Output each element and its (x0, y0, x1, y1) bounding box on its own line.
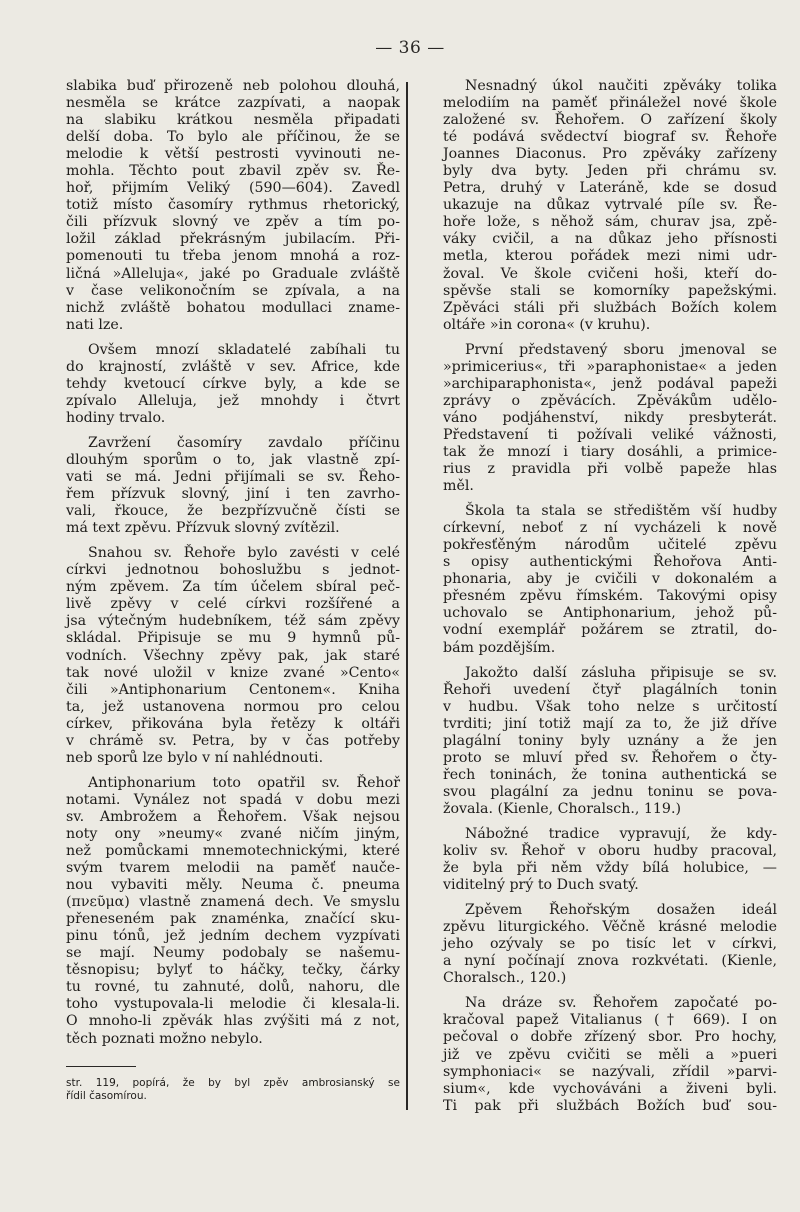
paragraph (443, 342, 777, 495)
text-line: tak nové uložil v knize zvané »Cento« (66, 664, 400, 681)
text-line: vati se má. Jedni přijímali se sv. Řeho- (66, 469, 400, 486)
text-line: Zpěvem Řehořským dosažen ideál (465, 902, 777, 919)
text-line: žoval. Ve škole cvičeni hoši, kteří do- (443, 265, 777, 282)
text-line: má text zpěvu. Přízvuk slovný zvítězil. (66, 520, 340, 537)
text-line: jeho ozývaly se po tisíc let v církvi, (443, 936, 777, 953)
paragraph (443, 826, 777, 894)
text-line: metla, kterou pořádek mezi nimi udr- (443, 248, 777, 265)
text-line: phonaria, aby je cvičili v dokonalém a (443, 571, 777, 588)
text-line: do krajností, zvláště v sev. Africe, kde (66, 358, 400, 375)
right-column (443, 78, 777, 1123)
text-line: čili »Antiphonarium Centonem«. Kniha (66, 681, 400, 698)
text-line: Nábožné tradice vypravují, že kdy- (465, 825, 777, 842)
text-line: Na dráze sv. Řehořem započaté po- (465, 995, 777, 1012)
text-line: nichž zvláště bohatou modullaci zname- (66, 299, 400, 316)
text-line: Zpěváci stáli při službách Božích kolem (443, 299, 777, 316)
paragraph (443, 503, 777, 656)
text-line: těsnopisu; bylyť to háčky, tečky, čárky (66, 962, 400, 979)
text-line: bám pozdějším. (443, 639, 556, 656)
text-line: řem přízvuk slovný, jiní i ten zavrho- (66, 486, 400, 503)
text-line: s opisy authentickými Řehořova Anti- (443, 554, 777, 571)
text-line: pečoval o dobře zřízený sbor. Pro hochy, (443, 1029, 777, 1046)
text-line: První představený sboru jmenoval se (465, 341, 777, 358)
text-line: zpívalo Alleluja, jež mnohdy i čtvrt (66, 392, 400, 409)
text-line: pomenouti tu třeba jenom mnohá a roz- (66, 248, 400, 265)
text-line: ličná »Alleluja«, jaké po Graduale zvláště (66, 265, 400, 282)
text-line: viditelný prý to Duch svatý. (443, 877, 639, 894)
left-column (66, 78, 400, 1103)
paragraph (443, 995, 777, 1114)
text-line: uchovalo se Antiphonarium, jehož pů- (443, 605, 777, 622)
text-line: žovala. (Kienle, Choralsch., 119.) (443, 800, 681, 817)
text-line: proto se mluví před sv. Řehořem o čty- (443, 749, 777, 766)
text-line: přesném zpěvu římském. Takovými opisy (443, 588, 777, 605)
text-line: jsa výtečným hudebníkem, též sám zpěvy (66, 613, 400, 630)
text-line: pinu tónů, jež jedním dechem vyzpívati (66, 928, 400, 945)
text-line: a nyní počínají znova rozkvétati. (Kienle, (443, 953, 777, 970)
text-line: plagální toniny byly uznány a že jen (443, 732, 777, 749)
text-line: tu rovné, tu zahnuté, dolů, nahoru, dle (66, 979, 400, 996)
text-line: melodie k větší pestrosti vyvinouti ne- (66, 146, 400, 163)
text-line: Ti pak při službách Božích buď sou- (443, 1097, 777, 1114)
text-line: slabika buď přirozeně neb polohou dlouhá, (66, 78, 400, 94)
paragraph (66, 342, 400, 427)
text-line: zpěvu liturgického. Věčně krásné melodie (443, 919, 777, 936)
text-line: založené sv. Řehořem. O zařízení školy (443, 112, 777, 129)
text-line: tehdy kvetoucí církve byly, a kde se (66, 375, 400, 392)
text-line: Představení ti požívali veliké vážnosti, (443, 426, 777, 443)
text-line: církvi jednotnou bohoslužbu s jednot- (66, 562, 400, 579)
text-line: Petra, druhý v Lateráně, kde se dosud (443, 180, 777, 197)
text-line: hoře lože, s něhož sám, churav jsa, zpě- (443, 214, 777, 231)
text-line: Ovšem mnozí skladatelé zabíhali tu (88, 341, 400, 358)
text-line: Antiphonarium toto opatřil sv. Řehoř (88, 774, 400, 791)
text-line: noty ony »neumy« zvané ničím jiným, (66, 825, 400, 842)
paragraph (66, 775, 400, 1048)
text-line: mohla. Těchto pout zbavil zpěv sv. Ře- (66, 163, 400, 180)
text-line: zprávy o zpěvácích. Zpěvákům udělo- (443, 392, 777, 409)
text-line: ukazuje na důkaz vytrvalé píle sv. Ře- (443, 197, 777, 214)
text-line: v hudbu. Však toho nelze s určitostí (443, 698, 777, 715)
text-line: vodních. Všechny zpěvy pak, jak staré (66, 647, 400, 664)
text-line: Choralsch., 120.) (443, 970, 567, 987)
text-line: toho vystupovala-li melodie či klesala-li. (66, 996, 400, 1013)
text-line: livě zpěvy v celé církvi rozšířené a (66, 596, 400, 613)
column-divider (406, 82, 408, 1110)
text-line: byly dva byty. Jeden při chrámu sv. (443, 163, 777, 180)
paragraph (66, 435, 400, 537)
text-line: symphoniaci« se nazývali, zřídil »parvi- (443, 1063, 777, 1080)
text-line: »primicerius«, tři »paraphonistae« a jeden (443, 358, 777, 375)
text-line: ta, jež ustanovena normou pro celou (66, 698, 400, 715)
text-line: sv. Ambrožem a Řehořem. Však nejsou (66, 808, 400, 825)
text-line: měl. (443, 478, 474, 495)
text-line: Joannes Diaconus. Pro zpěváky zařízeny (443, 146, 777, 163)
text-line: spěvše stali se komorníky papežskými. (443, 282, 777, 299)
text-line: (πνεῦμα) vlastně znamená dech. Ve smyslu (66, 894, 400, 911)
text-line: církev, přikována byla řetězy k oltáři (66, 715, 400, 732)
footnote-line: řídil časomírou. (66, 1089, 147, 1102)
text-line: hodiny trvalo. (66, 409, 166, 426)
footnote-rule (66, 1066, 136, 1067)
text-line: váno podjáhenství, nikdy presbyterát. (443, 409, 777, 426)
text-line: v chrámě sv. Petra, by v čas potřeby (66, 732, 400, 749)
text-line: že byla při něm vždy bílá holubice, — (443, 860, 777, 877)
text-line: pokřesťěným národům učitelé zpěvu (443, 537, 777, 554)
text-line: tak že mnozí i tiary dosáhli, a primice- (443, 443, 777, 460)
text-line: hoř, přijmím Veliký (590—604). Zavedl (66, 180, 400, 197)
text-line: svou plagální za jednu toninu se pova- (443, 783, 777, 800)
text-line: »archiparaphonista«, jenž podával papeži (443, 375, 777, 392)
paragraph (66, 545, 400, 767)
text-line: nesměla se krátce zazpívati, a naopak (66, 95, 400, 112)
text-line: nou vybaviti měly. Neuma č. pneuma (66, 877, 400, 894)
text-line: melodiím na paměť přináležel nové škole (443, 95, 777, 112)
text-line: neb sporů lze bylo v ní nahlédnouti. (66, 749, 324, 766)
paragraph (443, 902, 777, 987)
text-line: Řehoři uvedení čtyř plagálních tonin (443, 681, 777, 698)
text-line: rius z pravidla při volbě papeže hlas (443, 461, 777, 478)
text-line: než pomůckami mnemotechnickými, které (66, 843, 400, 860)
text-line: v čase velikonočním se zpívala, a na (66, 282, 400, 299)
text-line: již ve zpěvu cvičiti se měli a »pueri (443, 1046, 777, 1063)
text-line: se mají. Neumy podobaly se našemu- (66, 945, 400, 962)
text-line: skládal. Připisuje se mu 9 hymnů pů- (66, 630, 400, 647)
text-line: přeneseném pak znaménka, značící sku- (66, 911, 400, 928)
text-line: ložil základ překrásným jubilacím. Při- (66, 231, 400, 248)
text-line: ným zpěvem. Za tím účelem sbíral peč- (66, 579, 400, 596)
text-line: vali, řkouce, že bezpřízvučně čísti se (66, 503, 400, 520)
text-line: řech toninách, že tonina authentická se (443, 766, 777, 783)
text-line: notami. Vynález not spadá v dobu mezi (66, 791, 400, 808)
text-line: čili přízvuk slovný ve zpěv a tím po- (66, 214, 400, 231)
text-line: sium«, kde vychováváni a živeni byli. (443, 1080, 777, 1097)
footnote-line: str. 119, popírá, že by byl zpěv ambrosianský se (66, 1076, 400, 1089)
text-line: církevní, neboť z ní vycházeli k nově (443, 520, 777, 537)
text-line: nati lze. (66, 316, 124, 333)
text-line: Zavržení časomíry zavdalo příčinu (88, 434, 400, 451)
text-line: Jakožto další zásluha připisuje se sv. (465, 664, 777, 681)
text-line: na slabiku krátkou nesměla připadati (66, 112, 400, 129)
text-line: vodní exemplář požárem se ztratil, do- (443, 622, 777, 639)
text-line: oltáře »in corona« (v kruhu). (443, 316, 651, 333)
text-line: těch poznati možno nebylo. (66, 1030, 263, 1047)
text-line: kračoval papež Vitalianus († 669). I on (443, 1012, 777, 1029)
text-line: váky cvičil, a na důkaz jeho přísnosti (443, 231, 777, 248)
paragraph (66, 78, 400, 334)
text-line: Nesnadný úkol naučiti zpěváky tolika (465, 78, 777, 94)
text-line: tvrditi; jiní totiž mají za to, že již dříve (443, 715, 777, 732)
text-line: té podává svědectví biograf sv. Řehoře (443, 129, 777, 146)
text-line: O mnoho-li zpěvák hlas zvýšiti má z not, (66, 1013, 400, 1030)
text-line: delší doba. To bylo ale příčinou, že se (66, 129, 400, 146)
paragraph (443, 78, 777, 334)
page-number: — 36 — (375, 38, 445, 58)
text-line: Škola ta stala se středištěm vší hudby (465, 503, 777, 520)
text-line: dlouhým sporům o to, jak vlastně zpí- (66, 451, 400, 468)
text-line: svým tvarem melodii na paměť nauče- (66, 860, 400, 877)
text-line: totiž místo časomíry rythmus rhetorický, (66, 197, 400, 214)
footnote (66, 1077, 400, 1103)
text-line: Snahou sv. Řehoře bylo zavésti v celé (88, 545, 400, 562)
text-line: koliv sv. Řehoř v oboru hudby pracoval, (443, 843, 777, 860)
paragraph (443, 665, 777, 818)
